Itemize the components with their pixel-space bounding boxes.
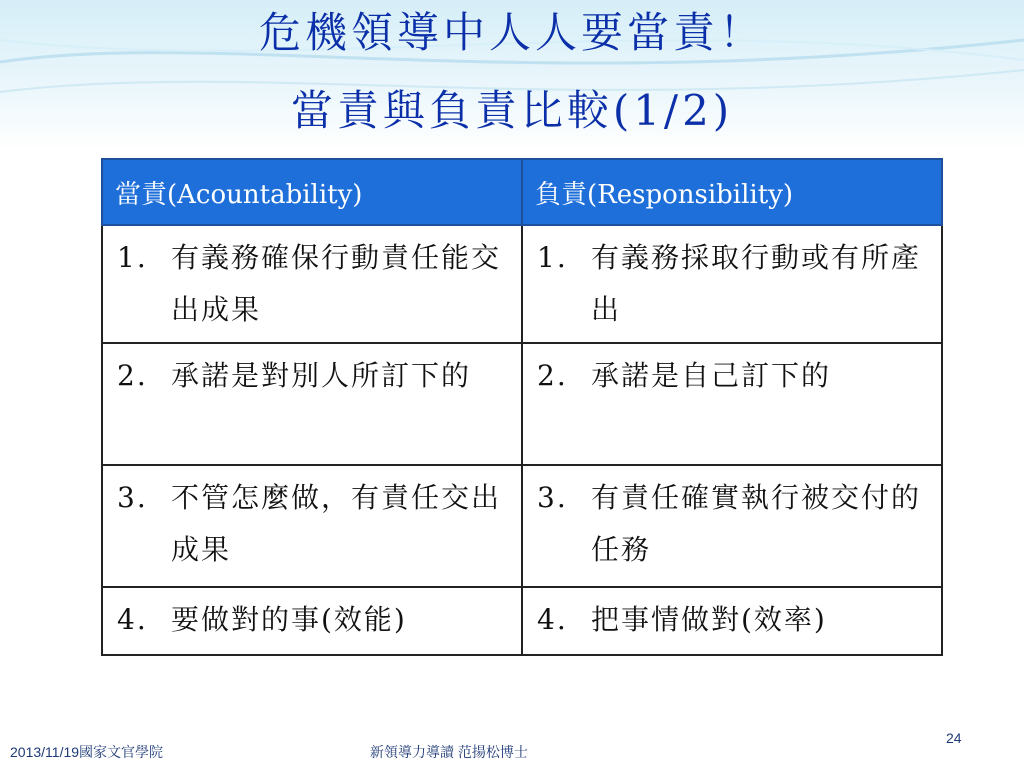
- table-cell: [102, 225, 522, 343]
- table-cell: [522, 465, 942, 587]
- page-number: 24: [946, 730, 962, 746]
- header-accountability: 當責(Acountability): [102, 159, 522, 225]
- item-number: 1.: [117, 241, 148, 274]
- item-text: 有義務採取行動或有所產出: [591, 241, 922, 326]
- table-cell: [522, 225, 942, 343]
- item-text: 不管怎麼做，有責任交出成果: [171, 481, 502, 566]
- item-number: 4.: [117, 603, 148, 636]
- item-number: 1.: [537, 241, 568, 274]
- item-text: 把事情做對(效率): [591, 603, 827, 636]
- table-row: [102, 465, 942, 587]
- slide-title-line2: 當責與負責比較(1/2): [290, 86, 734, 135]
- table-header-row: [102, 159, 942, 225]
- footer-course-author: 新領導力導讀 范揚松博士: [370, 744, 528, 760]
- table-row: [102, 343, 942, 465]
- item-number: 2.: [537, 359, 568, 392]
- table-cell: [102, 343, 522, 465]
- item-text: 承諾是自己訂下的: [591, 359, 832, 392]
- table-cell: [522, 343, 942, 465]
- item-number: 3.: [117, 481, 148, 514]
- table-cell: [102, 465, 522, 587]
- table-row: [102, 225, 942, 343]
- header-responsibility: 負責(Responsibility): [522, 159, 942, 225]
- item-text: 有義務確保行動責任能交出成果: [171, 241, 502, 326]
- table-cell: [102, 587, 522, 655]
- footer-date-org: 2013/11/19國家文官學院: [10, 744, 164, 760]
- item-number: 3.: [537, 481, 568, 514]
- item-number: 4.: [537, 603, 568, 636]
- table-cell: [522, 587, 942, 655]
- slide-title-line1: 危機領導中人人要當責！: [258, 8, 765, 57]
- item-number: 2.: [117, 359, 148, 392]
- comparison-table: [101, 158, 943, 656]
- table-row: [102, 587, 942, 655]
- item-text: 有責任確實執行被交付的任務: [591, 481, 922, 566]
- item-text: 承諾是對別人所訂下的: [171, 359, 472, 392]
- item-text: 要做對的事(效能): [171, 603, 407, 636]
